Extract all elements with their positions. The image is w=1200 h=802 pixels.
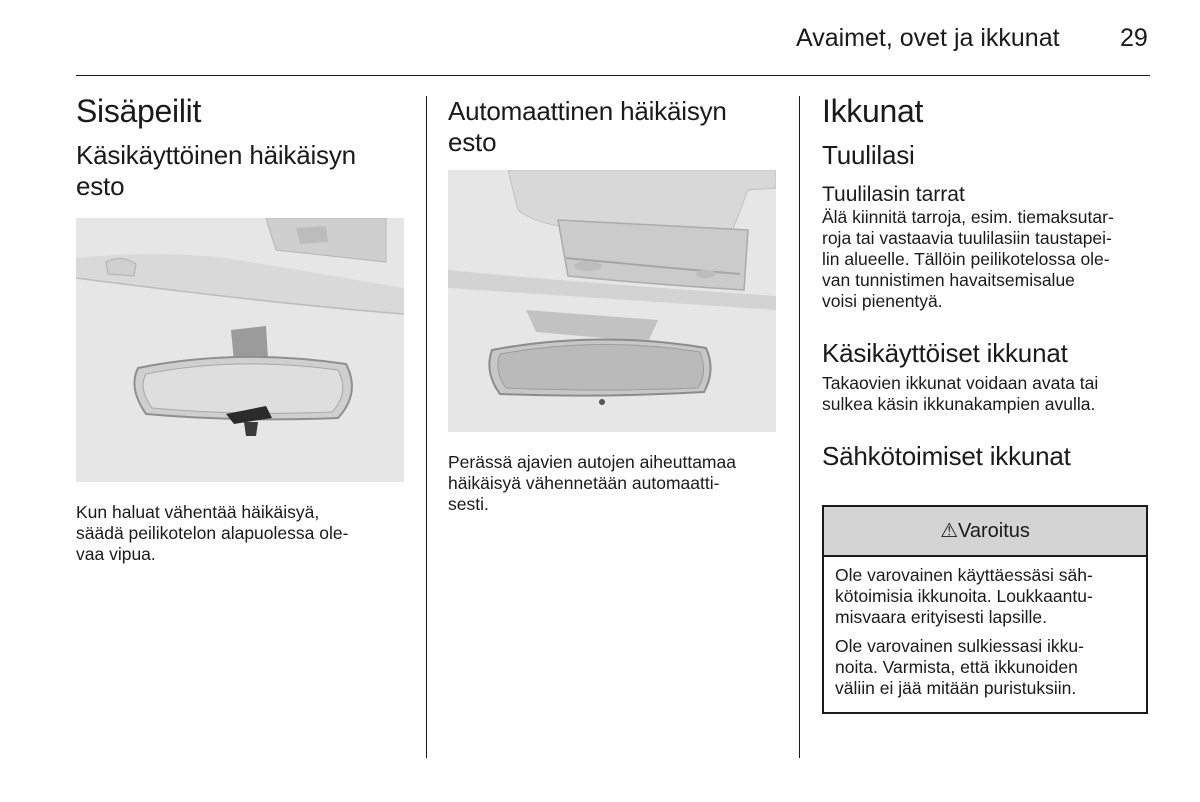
power-windows-heading: Sähkötoimiset ikkunat — [822, 441, 1071, 471]
warning-box — [822, 505, 1148, 714]
text-line: roja tai vastaavia tuulilasiin taustapei- — [822, 228, 1112, 248]
windshield-stickers-heading: Tuulilasin tarrat — [822, 183, 965, 206]
windshield-text — [822, 207, 1152, 312]
text-line: häikäisyä vähennetään automaatti- — [448, 473, 720, 493]
section-title: Ikkunat — [822, 93, 924, 129]
subsection-title-line: esto — [448, 127, 497, 157]
text-line: kötoimisia ikkunoita. Loukkaantu- — [835, 586, 1093, 606]
text-line: Älä kiinnitä tarroja, esim. tiemaksutar- — [822, 207, 1114, 227]
header-rule — [76, 75, 1150, 76]
warning-body — [824, 557, 1146, 699]
text-line: Ole varovainen sulkiessasi ikku- — [835, 636, 1084, 656]
warning-label: Varoitus — [958, 520, 1030, 542]
warning-paragraph — [835, 636, 1135, 699]
auto-mirror-illustration — [448, 170, 776, 432]
text-line: voisi pienentyä. — [822, 291, 943, 311]
column-inside-mirrors — [76, 92, 406, 202]
text-line: Takaovien ikkunat voidaan avata tai — [822, 373, 1099, 393]
text-line: misvaara erityisesti lapsille. — [835, 607, 1048, 627]
text-line: väliin ei jää mitään puristuksiin. — [835, 678, 1077, 698]
column-divider-1 — [426, 96, 427, 758]
manual-windows-text — [822, 373, 1152, 415]
subsection-title-line: esto — [76, 171, 125, 201]
subsection-title-line: Käsikäyttöinen häikäisyn — [76, 140, 356, 170]
column-auto-dimming — [448, 96, 778, 158]
column-windows — [822, 92, 1152, 472]
warning-header — [824, 507, 1146, 557]
text-line: van tunnistimen havaitsemisalue — [822, 270, 1075, 290]
manual-windows-heading: Käsikäyttöiset ikkunat — [822, 338, 1068, 368]
windshield-heading: Tuulilasi — [822, 140, 915, 170]
text-line: Kun haluat vähentää häikäisyä, — [76, 502, 320, 522]
manual-mirror-illustration — [76, 218, 404, 482]
column-divider-2 — [799, 96, 800, 758]
text-line: Perässä ajavien autojen aiheuttamaa — [448, 452, 736, 472]
text-line: säädä peilikotelon alapuolessa ole- — [76, 523, 349, 543]
manual-dimming-text — [76, 502, 406, 565]
warning-triangle-icon: ⚠ — [940, 520, 959, 542]
text-line: vaa vipua. — [76, 544, 156, 564]
text-line: lin alueelle. Tällöin peilikotelossa ole- — [822, 249, 1110, 269]
running-header: Avaimet, ovet ja ikkunat — [796, 24, 1060, 52]
text-line: noita. Varmista, että ikkunoiden — [835, 657, 1078, 677]
subsection-title — [448, 96, 778, 158]
section-title: Sisäpeilit — [76, 93, 202, 129]
subsection-title-line: Automaattinen häikäisyn — [448, 96, 727, 126]
page-number: 29 — [1120, 24, 1148, 52]
subsection-title — [76, 140, 406, 202]
text-line: Ole varovainen käyttäessäsi säh- — [835, 565, 1093, 585]
auto-dimming-text — [448, 452, 778, 515]
warning-paragraph — [835, 565, 1135, 628]
text-line: sulkea käsin ikkunakampien avulla. — [822, 394, 1096, 414]
text-line: sesti. — [448, 494, 489, 514]
